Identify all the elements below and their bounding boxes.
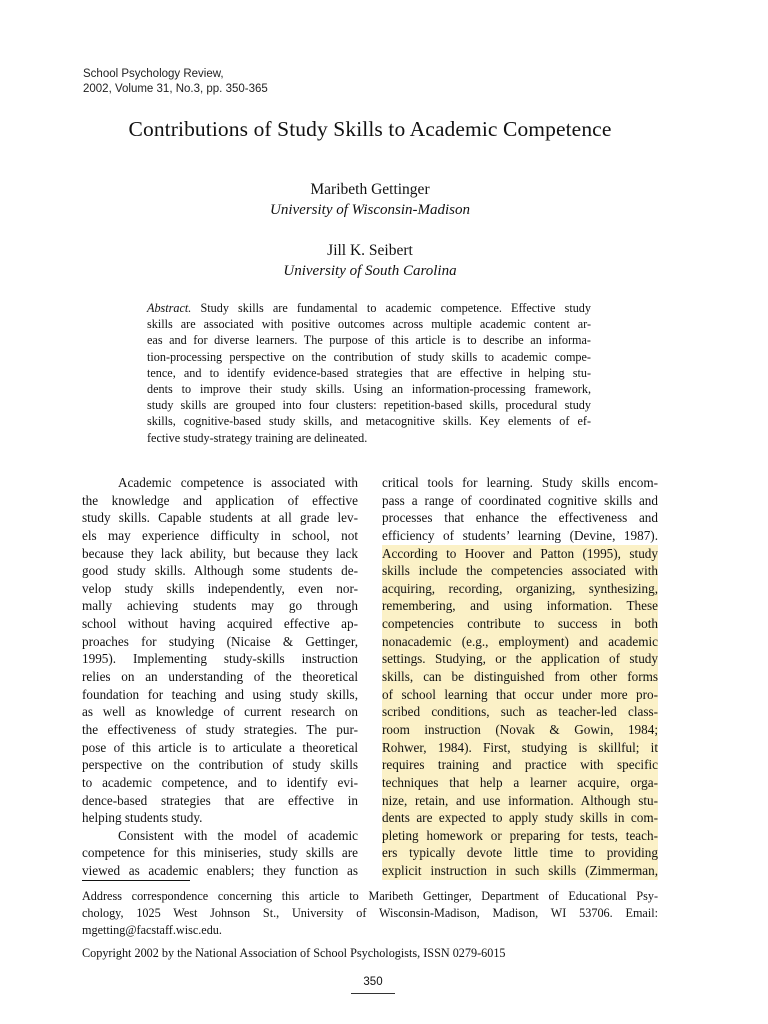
abstract-line: fective study-strategy training are delineated.	[147, 430, 368, 445]
abstract-line: study skills are grouped into four clusters: repetition-based skills, procedural study	[147, 398, 591, 413]
article-title: Contributions of Study Skills to Academic Competence	[128, 117, 612, 141]
footnote-line: mgetting@facstaff.wisc.edu.	[82, 923, 222, 937]
abstract-line: tion-processing perspective on the contribution of study skills to academic compe-	[147, 349, 591, 364]
body-line: viewed as academic enablers; they function as	[82, 863, 358, 879]
abstract-line: dents to improve their study skills. Using an information-processing framework,	[147, 382, 591, 397]
highlighted-line: skills, can be distinguished from other forms	[382, 669, 658, 685]
body-line: perspective on the contribution of study skills	[82, 757, 358, 773]
body-line: as well as knowledge of current research on	[82, 704, 358, 720]
highlighted-line: room instruction (Novak & Gowin, 1984;	[382, 721, 658, 737]
body-line: velop study skills independently, even nor-	[82, 580, 358, 596]
body-line: to academic competence, and to identify evi-	[82, 774, 358, 790]
body-line: because they lack ability, but because they lack	[82, 545, 358, 561]
abstract-line: tence, and to identify evidence-based strategies that are effective in helping stu-	[147, 365, 591, 380]
author-name: Jill K. Seibert	[327, 242, 413, 259]
author-affiliation: University of South Carolina	[283, 263, 457, 279]
highlighted-line: explicit instruction in such skills (Zimmerman,	[382, 863, 658, 879]
footnote-line: chology, 1025 West Johnson St., University of Wisconsin-Madison, Madison, WI 53706. Email:	[82, 906, 658, 920]
abstract-line: skills are associated with positive outcomes across multiple academic content ar-	[147, 317, 591, 332]
highlighted-line: acquiring, recording, organizing, synthesizing,	[382, 580, 658, 596]
highlighted-line: nonacademic (e.g., employment) and academic	[382, 633, 658, 649]
highlighted-line: nize, retain, and use information. Although stu-	[382, 792, 658, 808]
author-name: Maribeth Gettinger	[310, 181, 430, 198]
correspondence-footnote	[82, 888, 658, 939]
body-line: competence for this miniseries, study skills are	[82, 845, 358, 861]
highlighted-line: competencies contribute to success in both	[382, 616, 658, 632]
body-column-right	[382, 474, 658, 880]
body-line: critical tools for learning. Study skills encom-	[382, 475, 658, 490]
copyright-notice: Copyright 2002 by the National Association of School Psychologists, ISSN 0279-6015	[82, 946, 506, 960]
body-line: Consistent with the model of academic	[118, 827, 358, 843]
journal-volume-info: 2002, Volume 31, No.3, pp. 350-365	[83, 83, 268, 95]
body-line: proaches for studying (Nicaise & Gettinger,	[82, 633, 358, 649]
body-line: mally achieving students may go through	[82, 598, 358, 614]
body-line: relies on an understanding of the theoretical	[82, 669, 358, 685]
highlighted-line: settings. Studying, or the application of study	[382, 651, 658, 667]
abstract	[147, 300, 591, 446]
page-number-underline	[351, 993, 395, 994]
body-line: pose of this article is to articulate a theoretical	[82, 739, 358, 755]
journal-citation	[83, 67, 268, 97]
highlighted-line: dents are expected to apply study skills in com-	[382, 810, 658, 826]
body-line: helping students study.	[82, 810, 203, 826]
body-line: the effectiveness of study strategies. The pur-	[82, 721, 358, 737]
highlighted-line: scribed conditions, such as teacher-led class-	[382, 704, 658, 720]
body-line: school without having acquired effective ap-	[82, 616, 358, 632]
body-line: 1995). Implementing study-skills instruction	[82, 651, 358, 667]
highlighted-line: Rohwer, 1984). First, studying is skillful; it	[382, 739, 658, 755]
highlighted-line: According to Hoover and Patton (1995), study	[382, 545, 658, 561]
body-line: processes that enhance the effectiveness and	[382, 510, 658, 526]
highlighted-line: skills include the competencies associated with	[382, 563, 658, 579]
author-block	[0, 179, 740, 221]
body-line: Academic competence is associated with	[118, 475, 358, 490]
highlighted-line: techniques that help a learner acquire, orga-	[382, 774, 658, 790]
highlighted-line: remembering, and using information. These	[382, 598, 658, 614]
body-line: foundation for teaching and using study skills,	[82, 686, 358, 702]
page-number: 350	[363, 976, 383, 988]
author-block	[0, 240, 740, 282]
body-line: the knowledge and application of effective	[82, 492, 358, 508]
abstract-line: eas and for diverse learners. The purpose of this article is to describe an informa-	[147, 333, 591, 348]
highlighted-line: requires training and practice with specific	[382, 757, 658, 773]
body-line: efficiency of students’ learning (Devine, 1987).	[382, 527, 658, 543]
highlighted-line: of school learning that occur under more pro-	[382, 686, 658, 702]
highlighted-line: ers typically devote little time to providing	[382, 845, 658, 861]
footnote-line: Address correspondence concerning this article to Maribeth Gettinger, Department of Educational Psy-	[82, 889, 658, 903]
body-line: pass a range of coordinated cognitive skills and	[382, 492, 658, 508]
body-line: study skills. Capable students at all grade lev-	[82, 510, 358, 526]
highlighted-line: pleting homework or preparing for tests, teach-	[382, 827, 658, 843]
footnote-divider	[82, 880, 190, 881]
journal-name: School Psychology Review,	[83, 68, 224, 80]
author-affiliation: University of Wisconsin-Madison	[270, 202, 470, 218]
body-column-left	[82, 474, 358, 880]
body-line: els may experience difficulty in school, not	[82, 527, 358, 543]
abstract-line: skills, cognitive-based study skills, and metacognitive skills. Key elements of ef-	[147, 414, 591, 429]
abstract-line: Abstract. Study skills are fundamental to academic competence. Effective study	[147, 301, 591, 315]
abstract-label: Abstract.	[147, 301, 192, 315]
body-line: good study skills. Although some students de-	[82, 563, 358, 579]
body-line: dence-based strategies that are effective in	[82, 792, 358, 808]
